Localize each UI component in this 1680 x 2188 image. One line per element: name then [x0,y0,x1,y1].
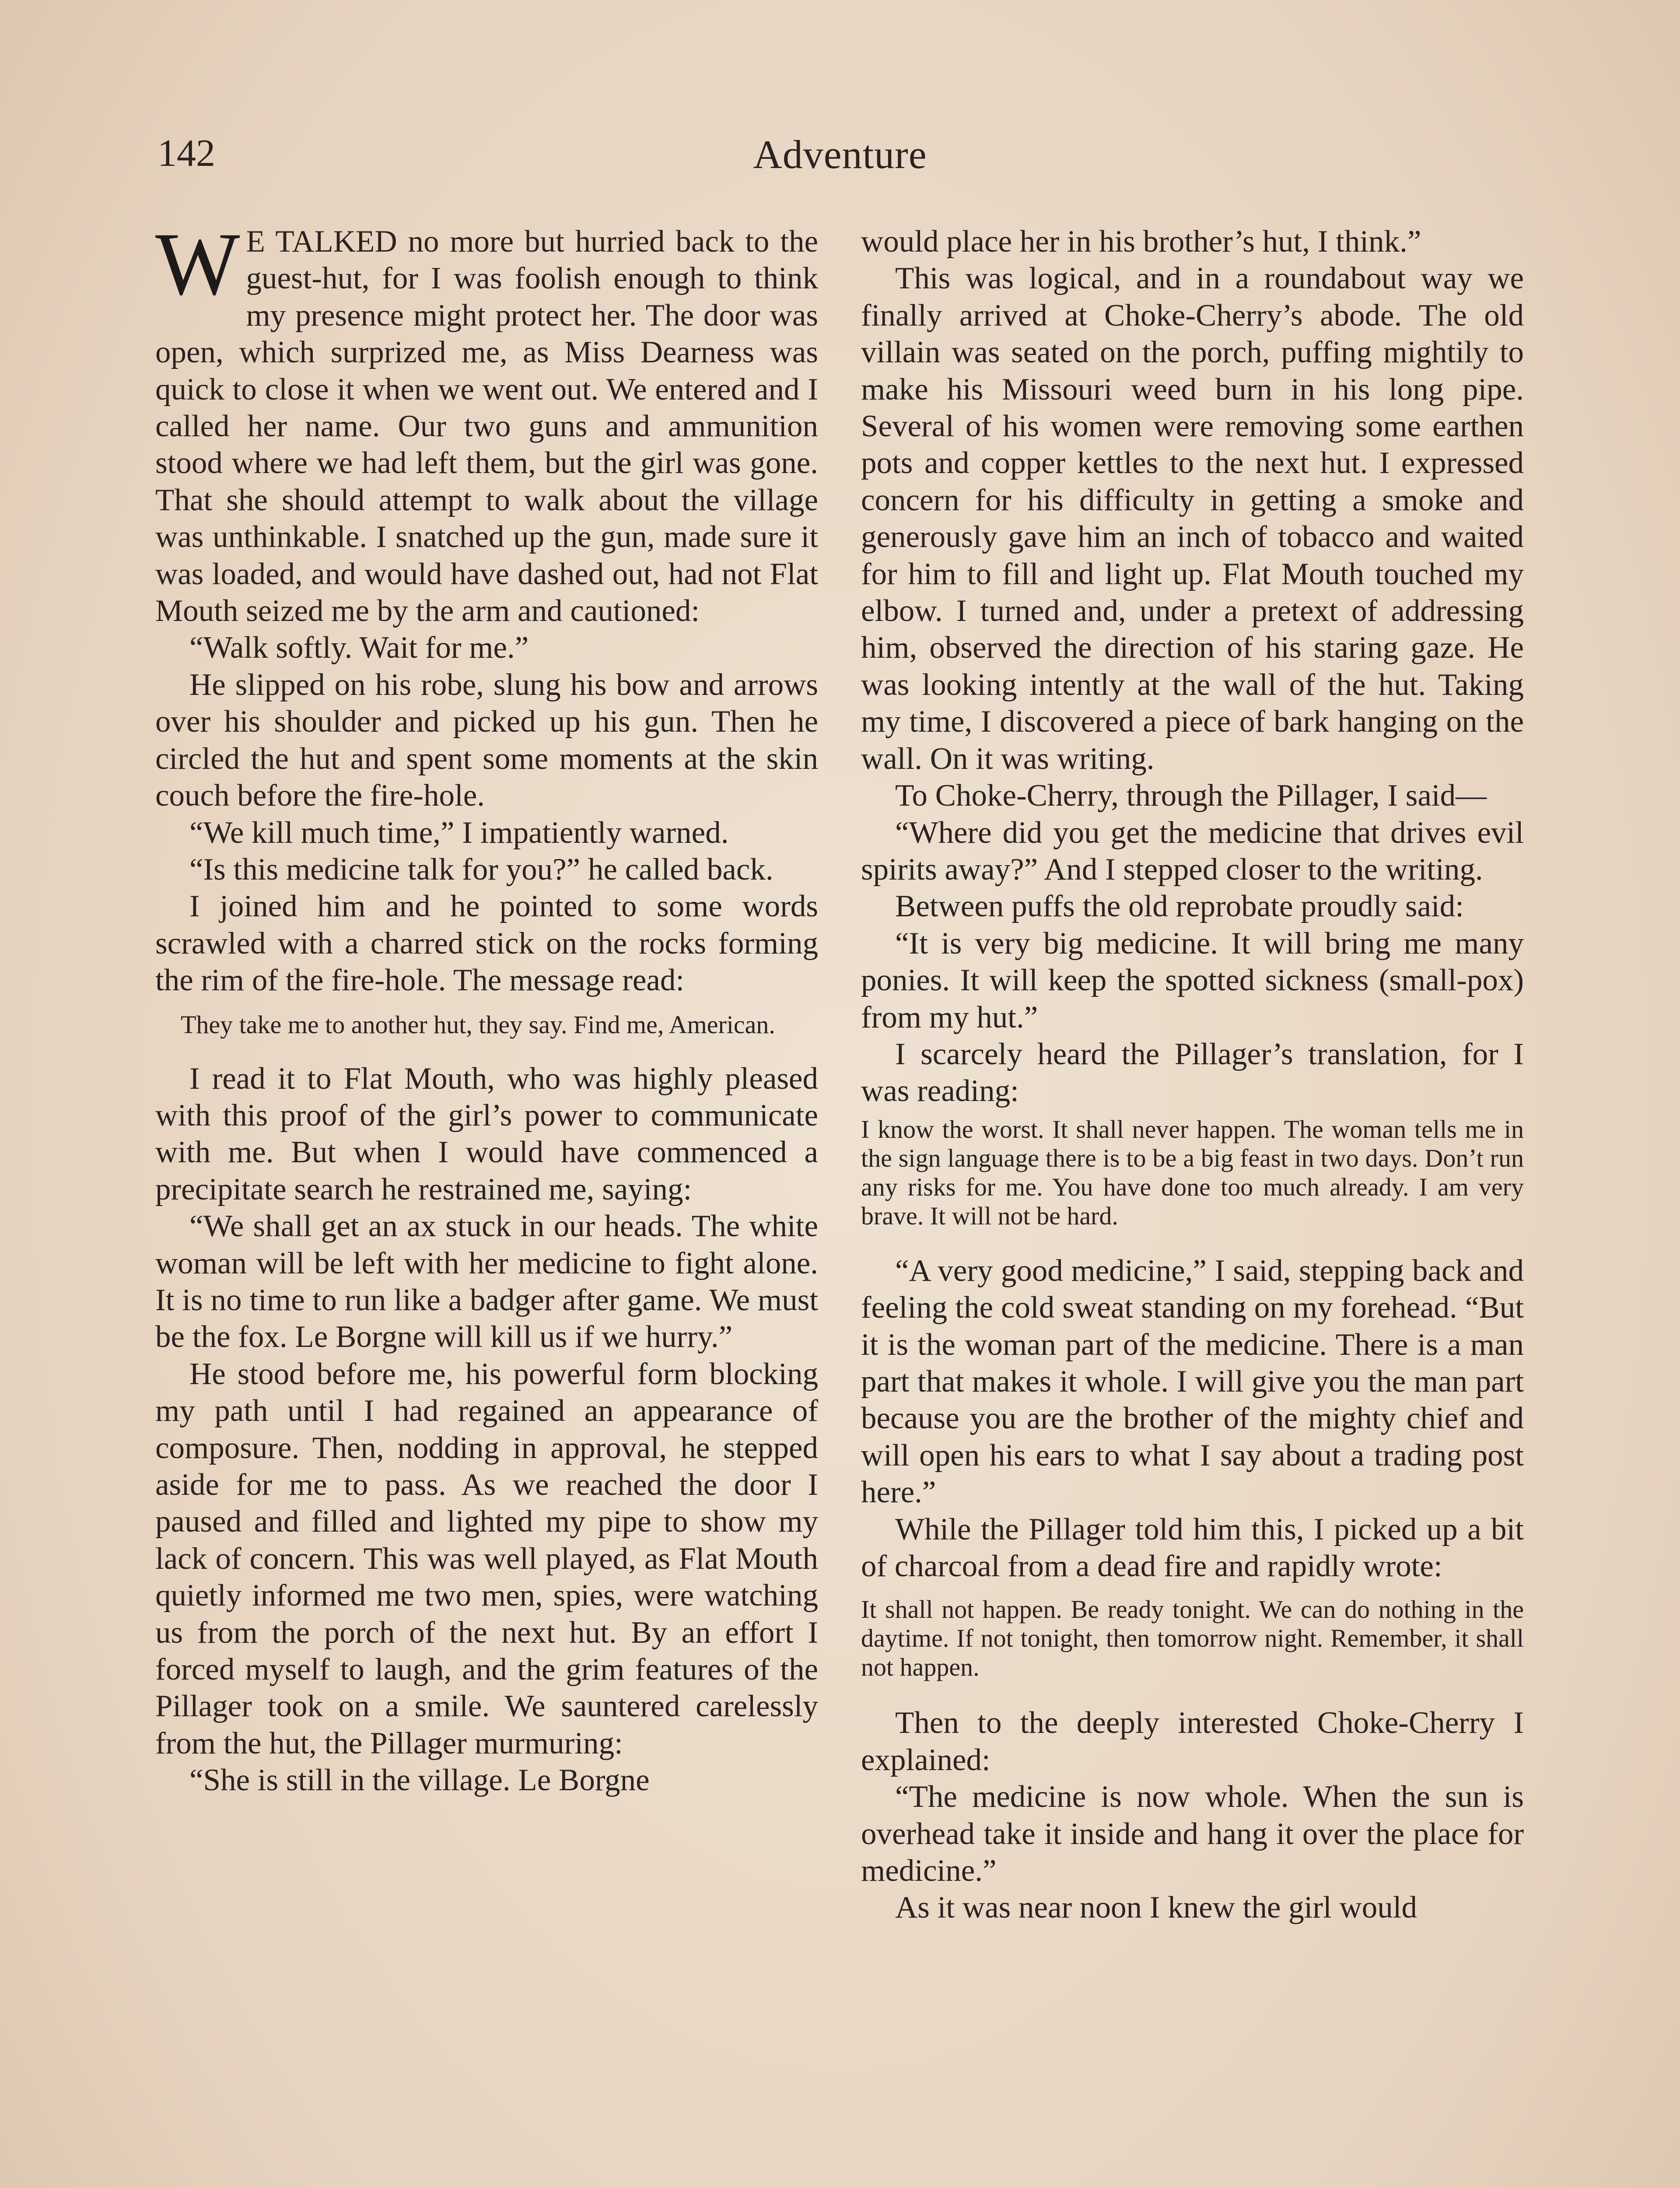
running-title: Adventure [753,132,927,177]
paragraph-text: E TALKED no more but hurried back to the guest-hut, for I was foolish enough to think my presence might protect her. The door was open, which surprized me, as Miss Dearness was quick to close it when we went out. We entered and I called her name. Our two guns and ammunition stood where we had left them, but the girl was gone. That she should attempt to walk about the village was unthinkable. I snatched up the gun, made sure it was loaded, and would have dashed out, had not Flat Mouth seized me by the arm and cautioned: [155,224,818,628]
paragraph: “We kill much time,” I impatiently warned. [189,815,729,850]
opening-paragraph [155,214,818,629]
written-message: I know the worst. It shall never happen. The woman tells me in the sign language there is to be a big feast in two days. Don’t run any risks for me. You have done too much already. I am very brave. It will not be hard. [861,1115,1524,1230]
page-header [158,131,1522,179]
paragraph: “She is still in the village. Le Borgne [189,1763,650,1798]
paragraph: “Where did you get the medicine that drives evil spirits away?” And I stepped closer to the writing. [861,815,1524,887]
paragraph: Between puffs the old reprobate proudly said: [895,889,1464,924]
paragraph: “It is very big medicine. It will bring me many ponies. It will keep the spotted sickness (small-pox) from my hut.” [861,926,1524,1034]
written-message: They take me to another hut, they say. Find me, American. [181,1010,775,1039]
paragraph: He stood before me, his powerful form blocking my path until I had regained an appearance of composure. Then, nodding in approval, he stepped aside for me to pass. As we reached the door I paused and filled and lighted my pipe to show my lack of concern. This was well played, as Flat Mouth quietly informed me two men, spies, were watching us from the porch of the next hut. By an effort I forced myself to laugh, and the grim features of the Pillager took on a smile. We sauntered carelessly from the hut, the Pillager murmuring: [155,1357,818,1760]
paragraph: I scarcely heard the Pillager’s translation, for I was reading: [861,1037,1524,1108]
paragraph: Then to the deeply interested Choke-Cherry I explained: [861,1706,1524,1777]
paragraph: “We shall get an ax stuck in our heads. The white woman will be left with her medicine to fight alone. It is no time to run like a badger after game. We must be the fox. Le Borgne will kill us if we hurry.” [155,1209,818,1354]
right-column [861,223,1524,1926]
paragraph: He slipped on his robe, slung his bow and arrows over his shoulder and picked up his gun. Then he circled the hut and spent some moments at the skin couch before the fire-hole. [155,667,818,813]
paragraph: “Is this medicine talk for you?” he called back. [189,852,774,887]
paragraph: I joined him and he pointed to some words scrawled with a charred stick on the rocks forming the rim of the fire-hole. The message read: [155,889,818,998]
drop-cap: W [155,214,240,314]
paragraph: To Choke-Cherry, through the Pillager, I said— [895,778,1487,813]
paragraph: I read it to Flat Mouth, who was highly pleased with this proof of the girl’s power to communicate with me. But when I would have commenced a precipitate search he restrained me, saying: [155,1061,818,1206]
paragraph: “A very good medicine,” I said, stepping back and feeling the cold sweat standing on my forehead. “But it is the woman part of the medicine. There is a man part that makes it whole. I will give you the man part because you are the brother of the mighty chief and will open his ears to what I say about a trading post here.” [861,1253,1524,1510]
paragraph: would place her in his brother’s hut, I think.” [861,224,1421,259]
paragraph: While the Pillager told him this, I picked up a bit of charcoal from a dead fire and rapidly wrote: [861,1512,1524,1583]
left-column [155,214,818,1799]
paragraph: “Walk softly. Wait for me.” [189,631,529,665]
paragraph: As it was near noon I knew the girl would [895,1890,1417,1925]
written-message: It shall not happen. Be ready tonight. We can do nothing in the daytime. If not tonight, then tomorrow night. Remember, it shall not happen. [861,1595,1524,1682]
page-number: 142 [158,132,215,175]
paragraph: “The medicine is now whole. When the sun is overhead take it inside and hang it over the place for medicine.” [861,1780,1524,1888]
paragraph: This was logical, and in a roundabout way we finally arrived at Choke-Cherry’s abode. The old villain was seated on the porch, puffing mightily to make his Missouri weed burn in his long pipe. Several of his women were removing some earthen pots and copper kettles to the next hut. I expressed concern for his difficulty in getting a smoke and generously gave him an inch of tobacco and waited for him to fill and light up. Flat Mouth touched my elbow. I turned and, under a pretext of addressing him, observed the direction of his staring gaze. He was looking intently at the wall of the hut. Taking my time, I discovered a piece of bark hanging on the wall. On it was writing. [861,261,1524,776]
